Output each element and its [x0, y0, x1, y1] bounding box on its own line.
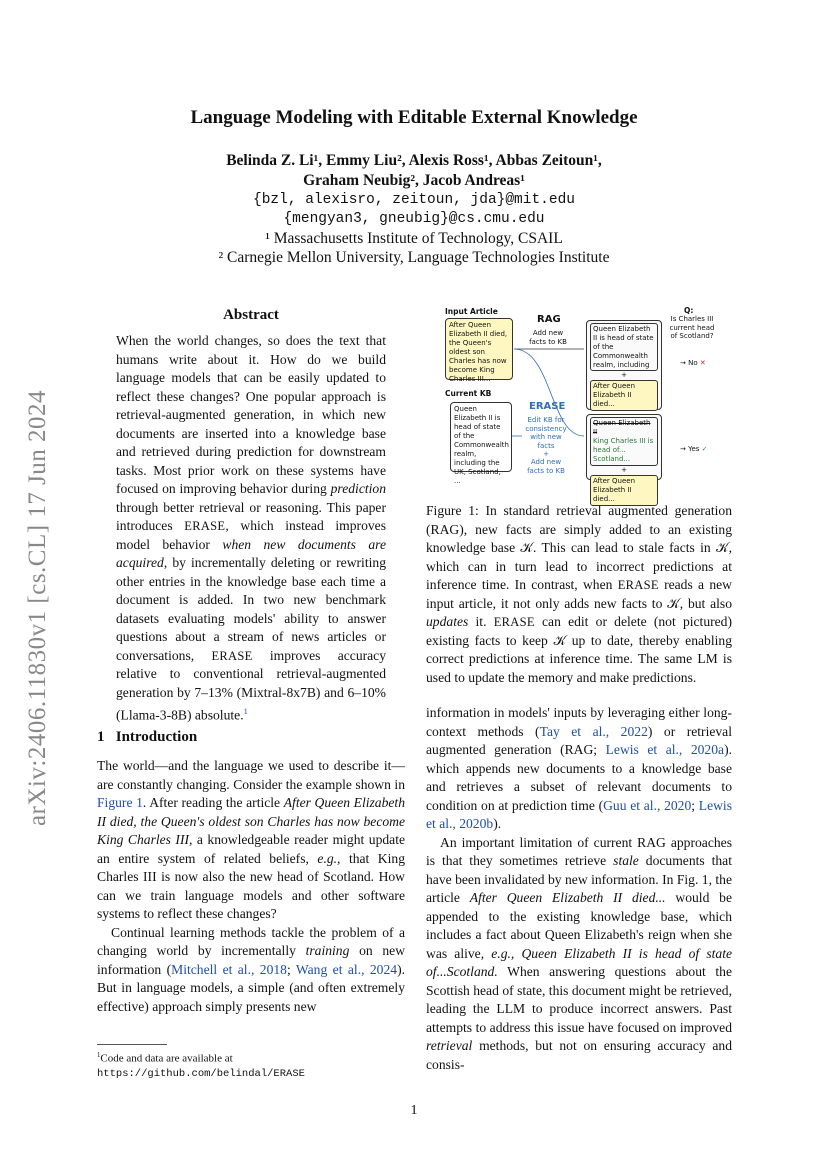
answer-no: → No ✕ — [680, 359, 706, 367]
email-line-2: {mengyan3, gneubig}@cs.cmu.edu — [283, 211, 545, 227]
erase-kb-new-fact: After Queen Elizabeth II died... — [590, 475, 658, 506]
email-line-1: {bzl, alexisro, zeitoun, jda}@mit.edu — [253, 192, 575, 208]
erase-kb-struck-text: Queen Elizabeth II — [593, 419, 651, 436]
footnote: $^1$Code and data are available at https://github.com/belindal/ERASE — [97, 1052, 305, 1080]
github-link[interactable]: https://github.com/belindal/ERASE — [97, 1067, 305, 1080]
figure-caption: Figure 1: In standard retrieval augmented generation (RAG), new facts are simply added to an existing knowledge base 𝒦. This can lead to stale facts in 𝒦, which can in turn lead to incorrect predictions at inference time. In contrast, when ERASE reads a new input article, it not only adds new facts to 𝒦, but also updates it. ERASE can edit or delete (not pictured) existing facts to keep 𝒦 up to date, thereby enabling correct predictions at inference time. The same LM is used to update the memory and make predictions. — [426, 503, 733, 685]
current-kb-box: Queen Elizabeth II is head of state of the Commonwealth realm, including the UK, Scotland, ... — [450, 402, 512, 472]
arxiv-sidebar — [18, 368, 58, 848]
abstract-heading: Abstract — [223, 307, 279, 323]
rag-kb-new-fact: After Queen Elizabeth II died... — [590, 380, 658, 411]
erase-desc-2: Add new facts to KB — [527, 458, 565, 475]
erase-desc-1: Edit KB for consistency with new facts — [525, 416, 567, 450]
rag-desc: Add new facts to KB — [529, 329, 567, 346]
affiliation-2: ² Carnegie Mellon University, Language Technologies Institute — [218, 249, 610, 266]
page-number: 1 — [410, 1103, 418, 1118]
arxiv-id: arXiv:2406.11830v1 [cs.CL] 17 Jun 2024 — [24, 389, 51, 827]
citation-link[interactable]: Tay et al., 2022 — [539, 723, 648, 739]
question-label: Q: — [684, 306, 694, 315]
paper-title: Language Modeling with Editable External Knowledge — [190, 107, 638, 128]
erase-label: ERASE — [529, 401, 566, 412]
section-heading-introduction: 1 Introduction — [97, 729, 198, 745]
erase-kb-updated-text: King Charles III is head of... Scotland... — [593, 437, 654, 463]
input-article-box: After Queen Elizabeth II died, the Queen's oldest son Charles has now become King Charles III... — [445, 318, 513, 380]
rag-kb-container: Queen Elizabeth II is head of state of the Commonwealth realm, including + After Queen Elizabeth II died... — [586, 320, 662, 410]
authors-line-2: Graham Neubig², Jacob Andreas¹ — [303, 172, 525, 189]
erase-kb-container: Queen Elizabeth II King Charles III is head of... Scotland... + After Queen Elizabeth II died... — [586, 414, 662, 480]
citation-link[interactable]: Wang et al., 2024 — [295, 961, 398, 977]
affiliation-1: ¹ Massachusetts Institute of Technology, CSAIL — [265, 230, 563, 247]
citation-link[interactable]: Lewis et al., 2020a — [605, 742, 725, 757]
abstract-body: When the world changes, so does the text that humans write about it. How do we build language models that can be easily updated to reflect these changes? One popular approach is retrieval-augmented generation, in which new documents are inserted into a knowledge base and retrieved during prediction for downstream tasks. Most prior work on these systems have focused on improving behavior during prediction through better retrieval or reasoning. This paper introduces ERASE, which instead improves model behavior when new documents are acquired, by incrementally deleting or rewriting other entries in the knowledge base each time a document is added. In two new benchmark datasets evaluating models' ability to answer questions about a stream of news articles or conversations, ERASE improves accuracy relative to conventional retrieval-augmented generation by 7–13% (Mixtral-8x7B) and 6–10% (Llama-3-8B) absolute.$^1$ — [116, 333, 387, 723]
introduction-body: The world—and the language we used to describe it—are constantly changing. Consider the example shown in Figure 1. After reading the article After Queen Elizabeth II died, the Queen's oldest son Charles has now become King Charles III, a knowledgeable reader might update an entire system of related beliefs, e.g., that King Charles III is now also the new head of Scotland. How can we train language models and other software systems to reflect these changes? Continual learning methods tackle the problem of a changing world by incrementally training on new information (Mitchell et al., 2018; Wang et al., 2024). But in language models, a simple (and often extremely effective) approach simply presents new — [97, 758, 406, 1014]
citation-link[interactable]: Lewis et al., 2020b — [426, 797, 732, 831]
answer-yes: → Yes ✓ — [680, 445, 708, 453]
current-kb-label: Current KB — [445, 389, 492, 398]
question-text: Is Charles III current head of Scotland? — [669, 315, 715, 340]
input-article-label: Input Article — [445, 307, 498, 316]
citation-link[interactable]: Guu et al., 2020 — [603, 797, 692, 813]
footnote-divider — [97, 1044, 167, 1045]
authors-line-1: Belinda Z. Li¹, Emmy Liu², Alexis Ross¹, Abbas Zeitoun¹, — [226, 152, 602, 169]
citation-link[interactable]: Mitchell et al., 2018 — [171, 961, 287, 977]
rag-kb-old-fact: Queen Elizabeth II is head of state of the Commonwealth realm, including — [590, 323, 658, 371]
author-list — [0, 151, 828, 191]
right-column-body: information in models' inputs by leveraging either long-context methods (Tay et al., 2022) or retrieval augmented generation (RAG; Lewis et al., 2020a). which appends new documents to a knowledge base and retrieves a subset of relevant documents to condition on at prediction time (Guu et al., 2020; Lewis et al., 2020b). An important limitation of current RAG approaches is that they sometimes retrieve stale documents that have been invalidated by new information. In Fig. 1, the article After Queen Elizabeth II died... would be appended to the existing knowledge base, which includes a fact about Queen Elizabeth's reign when she was alive, e.g., Queen Elizabeth II is head of state of...Scotland. When answering questions about the Scottish head of state, this document might be retrieved, leading the LLM to produce incorrect answers. Past attempts to address this issue have focused on improved retrieval methods, but not on ensuring accuracy and consis- — [426, 705, 733, 1072]
rag-label: RAG — [537, 314, 561, 325]
footnote-ref[interactable]: 1 — [243, 706, 248, 716]
figure-1: Input Article After Queen Elizabeth II died, the Queen's oldest son Charles has now become King Charles III... RAG Add new facts to KB Current KB Queen Elizabeth II is head of state of the Commonwealth realm, including the UK, Scotland, ... ERASE Edit KB for consistency with new facts + Add new facts to KB Queen Elizabeth II is head of state of the Commonwealth realm, including + After Queen Elizabeth II died... Queen Elizabeth II King Charles III is head of... Scotland... + After Queen Elizabeth II died... Q: Is Charles III current head of Scotland? → No ✕ → Yes ✓ — [440, 304, 730, 482]
figure-1-link[interactable]: Figure 1 — [97, 795, 143, 810]
